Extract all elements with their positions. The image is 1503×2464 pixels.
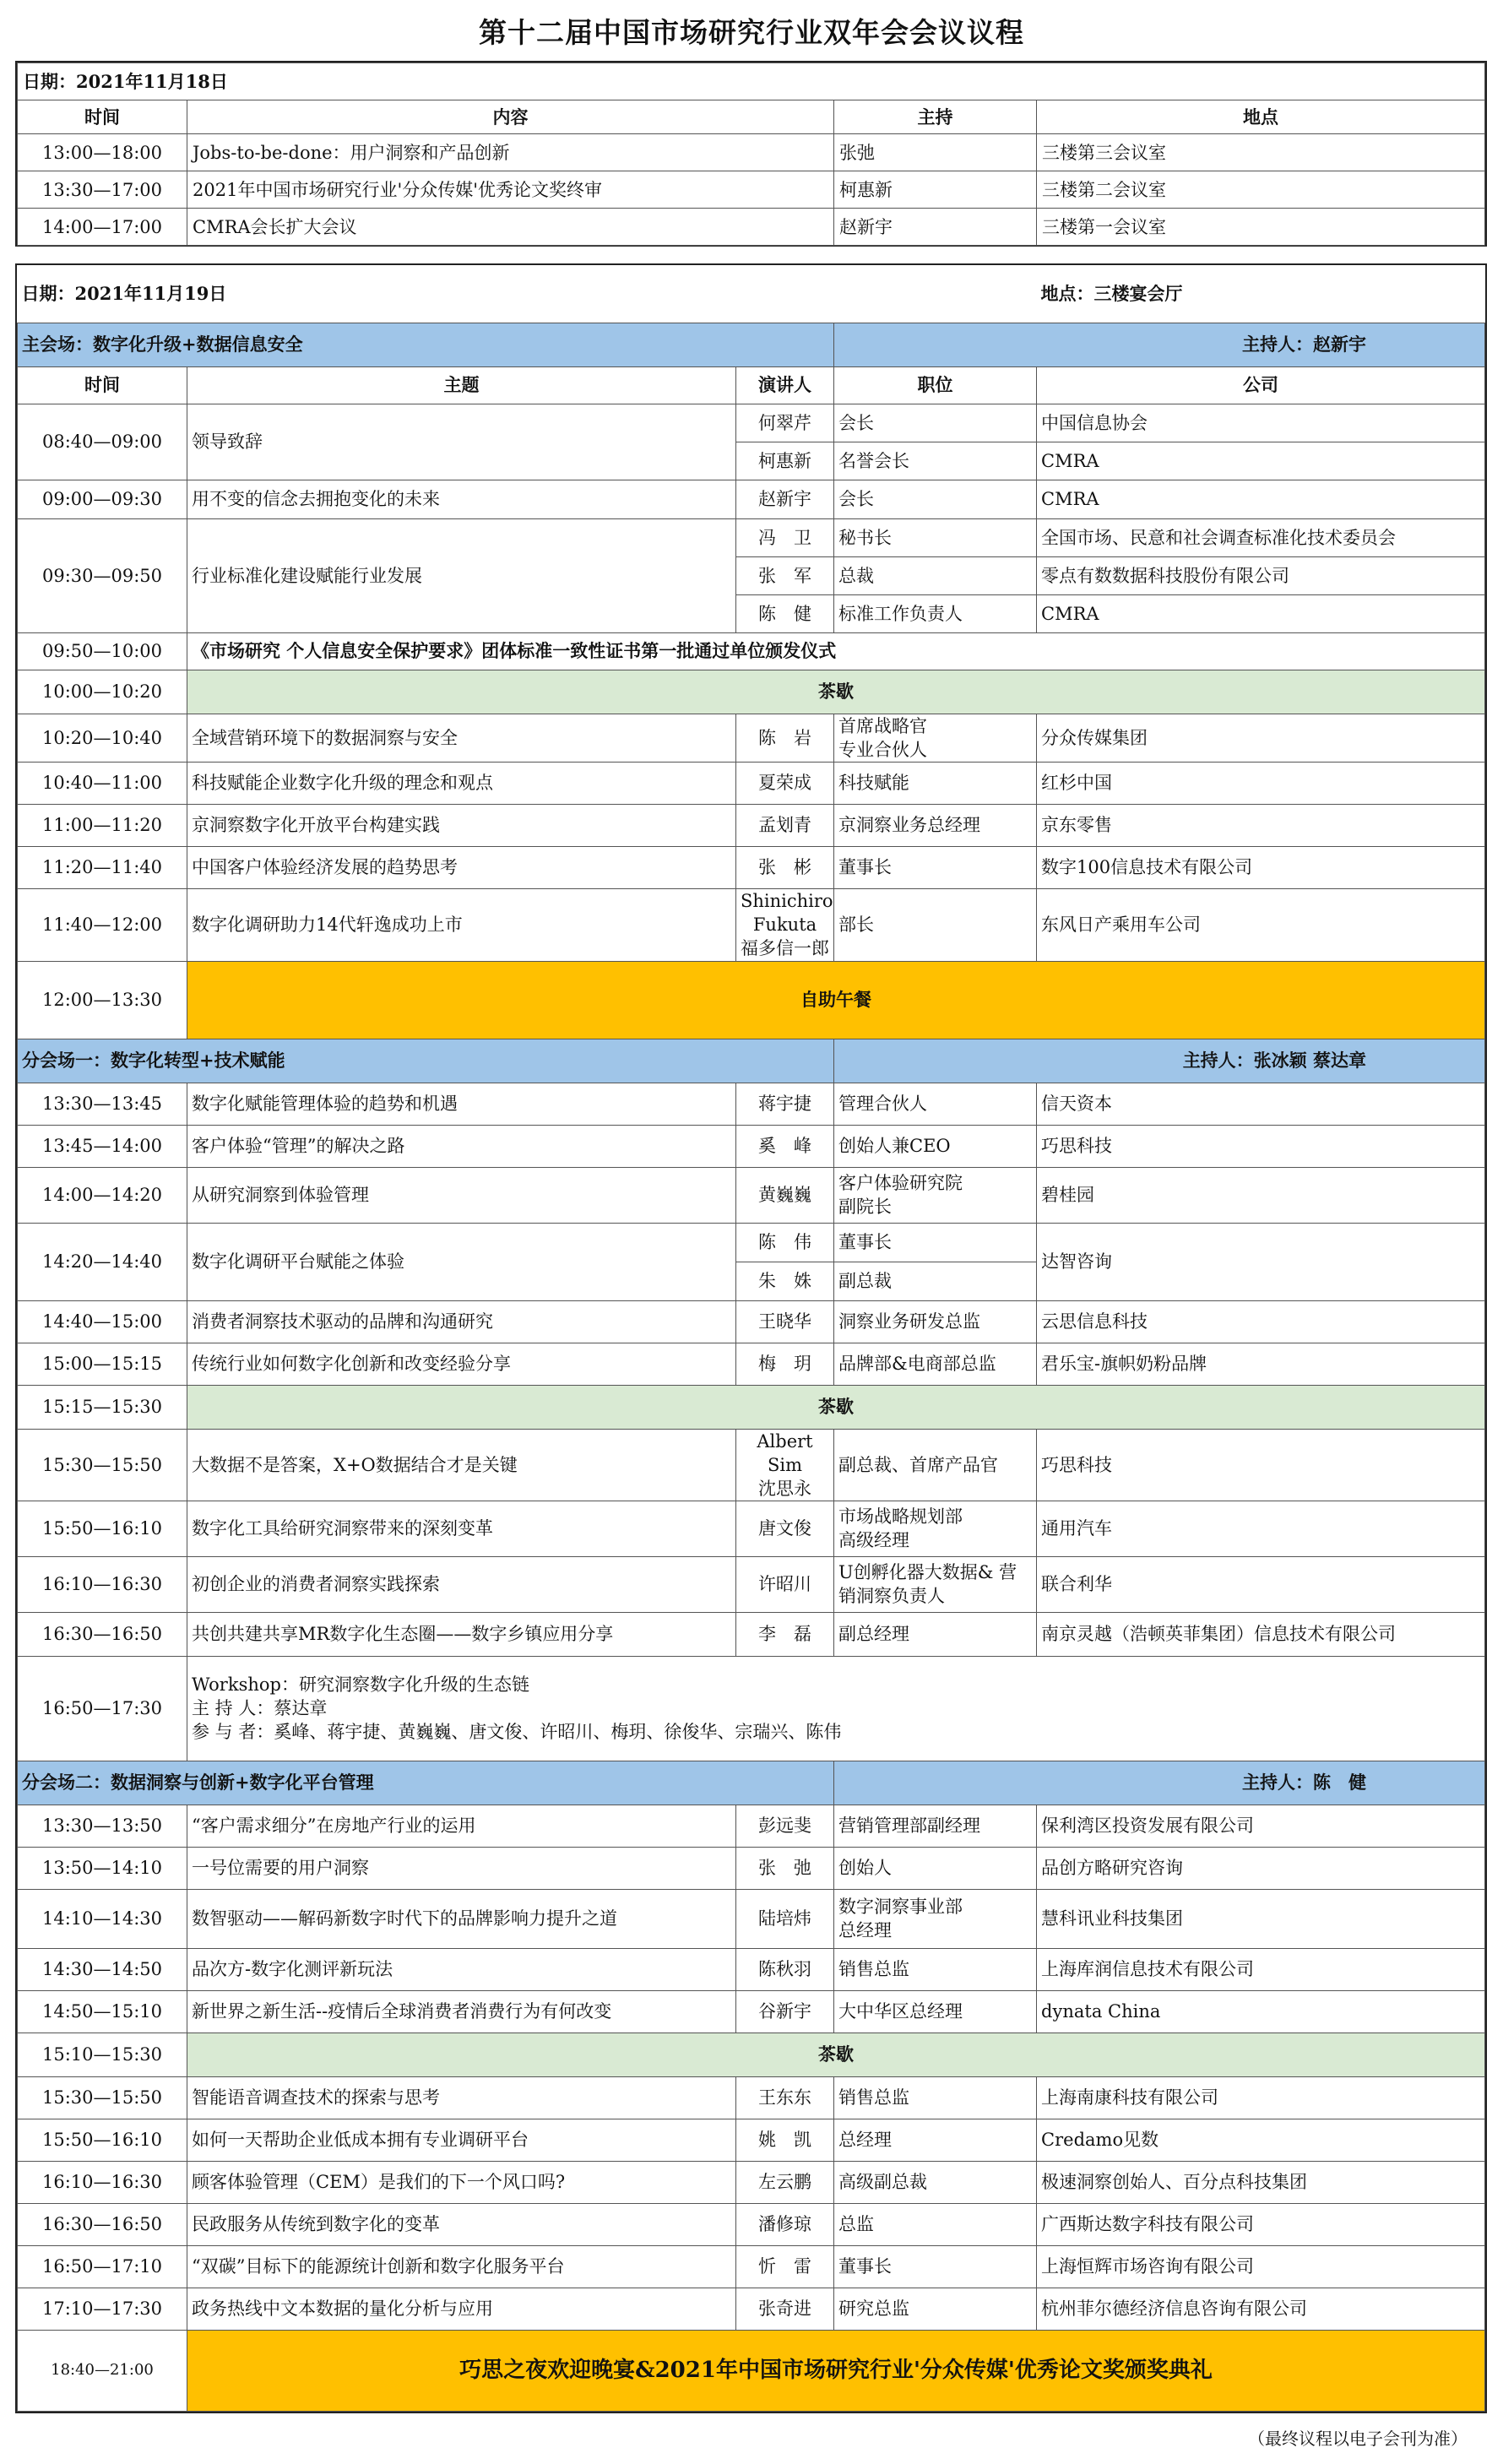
table-row (18, 1343, 1485, 1385)
position-cell: 总监 (834, 2203, 1037, 2245)
table-row (18, 1612, 1485, 1656)
speaker-cell: 许昭川 (736, 1556, 834, 1612)
host-cell: 柯惠新 (834, 171, 1037, 209)
topic-cell: “双碳”目标下的能源统计创新和数字化服务平台 (187, 2245, 736, 2288)
topic-cell: 用不变的信念去拥抱变化的未来 (187, 480, 736, 518)
time-cell: 14:10—14:30 (18, 1889, 187, 1948)
time-cell: 16:30—16:50 (18, 2203, 187, 2245)
table-row (18, 846, 1485, 888)
company-cell: CMRA (1037, 594, 1485, 632)
speaker-cell: 张 弛 (736, 1847, 834, 1889)
time-cell: 13:45—14:00 (18, 1125, 187, 1167)
time-cell: 10:00—10:20 (18, 670, 187, 714)
company-cell: 数字100信息技术有限公司 (1037, 846, 1485, 888)
company-cell: CMRA (1037, 480, 1485, 518)
speaker-cell: 夏荣成 (736, 762, 834, 804)
time-cell: 13:50—14:10 (18, 1847, 187, 1889)
time-cell: 13:00—18:00 (18, 134, 187, 171)
position-cell: 高级副总裁 (834, 2161, 1037, 2203)
company-cell: CMRA (1037, 442, 1485, 480)
table-row (18, 632, 1485, 670)
company-cell: 杭州菲尔德经济信息咨询有限公司 (1037, 2288, 1485, 2330)
speaker-cell: 彭远斐 (736, 1805, 834, 1847)
sub1-session-title: 分会场一：数字化转型+技术赋能 (18, 1039, 834, 1083)
sub1-session-header (18, 1039, 1485, 1083)
table-row (18, 1889, 1485, 1948)
tea-break-label: 茶歇 (187, 2033, 1485, 2076)
table-row (18, 804, 1485, 846)
company-cell: 极速洞察创始人、百分点科技集团 (1037, 2161, 1485, 2203)
company-cell: 中国信息协会 (1037, 404, 1485, 442)
position-cell: 总裁 (834, 556, 1037, 594)
topic-cell: 领导致辞 (187, 404, 736, 480)
company-cell: 保利湾区投资发展有限公司 (1037, 1805, 1485, 1847)
time-cell: 13:30—13:45 (18, 1083, 187, 1125)
position-cell: 创始人兼CEO (834, 1125, 1037, 1167)
table-row (18, 1429, 1485, 1501)
dinner-label: 巧思之夜欢迎晚宴&2021年中国市场研究行业'分众传媒'优秀论文奖颁奖典礼 (187, 2330, 1485, 2411)
speaker-cell: 冯 卫 (736, 518, 834, 556)
table-row (18, 2119, 1485, 2161)
company-cell: 上海南康科技有限公司 (1037, 2076, 1485, 2119)
lunch-label: 自助午餐 (187, 961, 1485, 1039)
time-cell: 11:20—11:40 (18, 846, 187, 888)
speaker-cell: Shinichiro Fukuta 福多信一郎 (736, 888, 834, 961)
time-cell: 18:40—21:00 (18, 2330, 187, 2411)
time-cell: 15:15—15:30 (18, 1385, 187, 1429)
table-row (18, 2203, 1485, 2245)
time-cell: 10:20—10:40 (18, 714, 187, 762)
company-cell: 云思信息科技 (1037, 1300, 1485, 1343)
col-header: 职位 (834, 366, 1037, 404)
table-row (18, 1125, 1485, 1167)
col-header: 内容 (187, 100, 834, 134)
time-cell: 14:50—15:10 (18, 1990, 187, 2033)
position-cell: 秘书长 (834, 518, 1037, 556)
time-cell: 17:10—17:30 (18, 2288, 187, 2330)
topic-cell: 民政服务从传统到数字化的变革 (187, 2203, 736, 2245)
page-title: 第十二届中国市场研究行业双年会会议议程 (479, 16, 1024, 49)
company-cell: 全国市场、民意和社会调查标准化技术委员会 (1037, 518, 1485, 556)
time-cell: 16:10—16:30 (18, 2161, 187, 2203)
time-cell: 15:00—15:15 (18, 1343, 187, 1385)
tea-break-row (18, 2033, 1485, 2076)
company-cell: 慧科讯业科技集团 (1037, 1889, 1485, 1948)
company-cell: 上海库润信息技术有限公司 (1037, 1948, 1485, 1990)
main-session-title: 主会场：数字化升级+数据信息安全 (18, 323, 834, 366)
table-row (18, 518, 1485, 556)
location-cell: 三楼第三会议室 (1037, 134, 1485, 171)
table-row (18, 480, 1485, 518)
table-row (18, 209, 1485, 246)
sub1-session-host: 主持人：张冰颖 蔡达章 (834, 1039, 1485, 1083)
main-session-host: 主持人：赵新宇 (834, 323, 1485, 366)
topic-cell: 一号位需要的用户洞察 (187, 1847, 736, 1889)
speaker-cell: 姚 凯 (736, 2119, 834, 2161)
time-cell: 16:30—16:50 (18, 1612, 187, 1656)
content-cell: CMRA会长扩大会议 (187, 209, 834, 246)
speaker-cell: 朱 姝 (736, 1262, 834, 1300)
main-session-header (18, 323, 1485, 366)
table-row (18, 1501, 1485, 1556)
topic-cell: 从研究洞察到体验管理 (187, 1167, 736, 1223)
position-cell: 副总裁、首席产品官 (834, 1429, 1037, 1501)
content-cell: 2021年中国市场研究行业'分众传媒'优秀论文奖终审 (187, 171, 834, 209)
table-row (18, 2161, 1485, 2203)
day2-header-row (18, 366, 1485, 404)
speaker-cell: 蒋宇捷 (736, 1083, 834, 1125)
workshop-host: 主 持 人：蔡达章 (192, 1698, 328, 1719)
speaker-cell: 张 军 (736, 556, 834, 594)
tea-break-label: 茶歇 (187, 1385, 1485, 1429)
table-row (18, 171, 1485, 209)
time-cell: 15:30—15:50 (18, 1429, 187, 1501)
speaker-cell: 王东东 (736, 2076, 834, 2119)
speaker-cell: 谷新宇 (736, 1990, 834, 2033)
topic-cell: 如何一天帮助企业低成本拥有专业调研平台 (187, 2119, 736, 2161)
topic-cell: 数字化工具给研究洞察带来的深刻变革 (187, 1501, 736, 1556)
position-cell: 客户体验研究院 副院长 (834, 1167, 1037, 1223)
position-cell: 洞察业务研发总监 (834, 1300, 1037, 1343)
time-cell: 12:00—13:30 (18, 961, 187, 1039)
position-cell: 会长 (834, 480, 1037, 518)
speaker-cell: 王晓华 (736, 1300, 834, 1343)
position-cell: 董事长 (834, 1223, 1037, 1262)
speaker-cell: 黄巍巍 (736, 1167, 834, 1223)
ceremony-cell: 《市场研究 个人信息安全保护要求》团体标准一致性证书第一批通过单位颁发仪式 (187, 632, 1485, 670)
topic-cell: 共创共建共享MR数字化生态圈——数字乡镇应用分享 (187, 1612, 736, 1656)
time-cell: 09:50—10:00 (18, 632, 187, 670)
topic-cell: 大数据不是答案，X+O数据结合才是关键 (187, 1429, 736, 1501)
speaker-cell: 李 磊 (736, 1612, 834, 1656)
sub2-session-host: 主持人：陈 健 (834, 1761, 1485, 1805)
tea-break-row (18, 670, 1485, 714)
tea-break-label: 茶歇 (187, 670, 1485, 714)
position-cell: 营销管理部副经理 (834, 1805, 1037, 1847)
host-cell: 赵新宇 (834, 209, 1037, 246)
table-row (18, 1167, 1485, 1223)
speaker-cell: 张奇进 (736, 2288, 834, 2330)
company-cell: 京东零售 (1037, 804, 1485, 846)
topic-cell: “客户需求细分”在房地产行业的运用 (187, 1805, 736, 1847)
speaker-cell: 潘修琼 (736, 2203, 834, 2245)
speaker-cell: 陈 健 (736, 594, 834, 632)
table-row (18, 1805, 1485, 1847)
position-cell: 董事长 (834, 846, 1037, 888)
company-cell: 红杉中国 (1037, 762, 1485, 804)
position-cell: 部长 (834, 888, 1037, 961)
time-cell: 10:40—11:00 (18, 762, 187, 804)
table-row (18, 1948, 1485, 1990)
position-cell: 管理合伙人 (834, 1083, 1037, 1125)
time-cell: 09:30—09:50 (18, 518, 187, 632)
speaker-cell: 陈秋羽 (736, 1948, 834, 1990)
topic-cell: 智能语音调查技术的探索与思考 (187, 2076, 736, 2119)
position-cell: 创始人 (834, 1847, 1037, 1889)
day2-table (15, 263, 1487, 2413)
topic-cell: 科技赋能企业数字化升级的理念和观点 (187, 762, 736, 804)
position-cell: 销售总监 (834, 1948, 1037, 1990)
day1-header-row (18, 100, 1485, 134)
speaker-cell: 张 彬 (736, 846, 834, 888)
speaker-cell: 孟划青 (736, 804, 834, 846)
day2-date: 日期：2021年11月19日 (21, 282, 227, 304)
topic-cell: 数字化赋能管理体验的趋势和机遇 (187, 1083, 736, 1125)
company-cell: 碧桂园 (1037, 1167, 1485, 1223)
footnote: （最终议程以电子会刊为准） (1248, 2429, 1468, 2449)
topic-cell: 中国客户体验经济发展的趋势思考 (187, 846, 736, 888)
speaker-cell: Albert Sim 沈思永 (736, 1429, 834, 1501)
company-cell: 分众传媒集团 (1037, 714, 1485, 762)
time-cell: 16:50—17:30 (18, 1656, 187, 1761)
table-row (18, 1083, 1485, 1125)
time-cell: 15:50—16:10 (18, 1501, 187, 1556)
workshop-cell (187, 1656, 1485, 1761)
content-cell: Jobs-to-be-done：用户洞察和产品创新 (187, 134, 834, 171)
time-cell: 15:50—16:10 (18, 2119, 187, 2161)
day2-venue: 地点：三楼宴会厅 (1040, 282, 1183, 304)
col-header: 主题 (187, 366, 736, 404)
position-cell: 销售总监 (834, 2076, 1037, 2119)
workshop-title: Workshop：研究洞察数字化升级的生态链 (192, 1674, 529, 1696)
col-header: 地点 (1037, 100, 1485, 134)
time-cell: 16:50—17:10 (18, 2245, 187, 2288)
topic-cell: 京洞察数字化开放平台构建实践 (187, 804, 736, 846)
workshop-participants: 参 与 者：奚峰、蒋宇捷、黄巍巍、唐文俊、许昭川、梅玥、徐俊华、宗瑞兴、陈伟 (192, 1722, 842, 1743)
time-cell: 14:30—14:50 (18, 1948, 187, 1990)
topic-cell: 消费者洞察技术驱动的品牌和沟通研究 (187, 1300, 736, 1343)
dinner-row (18, 2330, 1485, 2411)
table-row (18, 1300, 1485, 1343)
time-cell: 14:00—17:00 (18, 209, 187, 246)
time-cell: 14:20—14:40 (18, 1223, 187, 1300)
speaker-cell: 左云鹏 (736, 2161, 834, 2203)
company-cell: 品创方略研究咨询 (1037, 1847, 1485, 1889)
position-cell: 数字洞察事业部 总经理 (834, 1889, 1037, 1948)
topic-cell: 新世界之新生活--疫情后全球消费者消费行为有何改变 (187, 1990, 736, 2033)
position-cell: U创孵化器大数据& 营 销洞察负责人 (834, 1556, 1037, 1612)
time-cell: 09:00—09:30 (18, 480, 187, 518)
company-cell: 君乐宝-旗帜奶粉品牌 (1037, 1343, 1485, 1385)
position-cell: 研究总监 (834, 2288, 1037, 2330)
col-header: 时间 (18, 100, 187, 134)
company-cell: 信天资本 (1037, 1083, 1485, 1125)
company-cell: 联合利华 (1037, 1556, 1485, 1612)
table-row (18, 762, 1485, 804)
company-cell: dynata China (1037, 1990, 1485, 2033)
speaker-cell: 柯惠新 (736, 442, 834, 480)
position-cell: 大中华区总经理 (834, 1990, 1037, 2033)
position-cell: 市场战略规划部 高级经理 (834, 1501, 1037, 1556)
position-cell: 标准工作负责人 (834, 594, 1037, 632)
table-row (18, 888, 1485, 961)
host-cell: 张弛 (834, 134, 1037, 171)
topic-cell: 客户体验“管理”的解决之路 (187, 1125, 736, 1167)
table-row (18, 2076, 1485, 2119)
topic-cell: 传统行业如何数字化创新和改变经验分享 (187, 1343, 736, 1385)
table-row (18, 2288, 1485, 2330)
day1-date: 日期：2021年11月18日 (18, 63, 1485, 100)
topic-cell: 数智驱动——解码新数字时代下的品牌影响力提升之道 (187, 1889, 736, 1948)
table-row (18, 1223, 1485, 1262)
time-cell: 11:00—11:20 (18, 804, 187, 846)
speaker-cell: 何翠芹 (736, 404, 834, 442)
topic-cell: 初创企业的消费者洞察实践探索 (187, 1556, 736, 1612)
col-header: 主持 (834, 100, 1037, 134)
col-header: 时间 (18, 366, 187, 404)
sub2-session-header (18, 1761, 1485, 1805)
topic-cell: 数字化调研助力14代轩逸成功上市 (187, 888, 736, 961)
table-row (18, 1990, 1485, 2033)
speaker-cell: 赵新宇 (736, 480, 834, 518)
tea-break-row (18, 1385, 1485, 1429)
position-cell: 会长 (834, 404, 1037, 442)
position-cell: 副总经理 (834, 1612, 1037, 1656)
table-row (18, 1556, 1485, 1612)
topic-cell: 顾客体验管理（CEM）是我们的下一个风口吗? (187, 2161, 736, 2203)
company-cell: 广西斯达数字科技有限公司 (1037, 2203, 1485, 2245)
day1-table (15, 61, 1487, 247)
company-cell: 巧思科技 (1037, 1429, 1485, 1501)
table-row (18, 2245, 1485, 2288)
company-cell: 南京灵越（浩顿英菲集团）信息技术有限公司 (1037, 1612, 1485, 1656)
sub2-session-title: 分会场二：数据洞察与创新+数字化平台管理 (18, 1761, 834, 1805)
lunch-row (18, 961, 1485, 1039)
speaker-cell: 唐文俊 (736, 1501, 834, 1556)
position-cell: 名誉会长 (834, 442, 1037, 480)
time-cell: 15:30—15:50 (18, 2076, 187, 2119)
time-cell: 08:40—09:00 (18, 404, 187, 480)
company-cell: 巧思科技 (1037, 1125, 1485, 1167)
company-cell: 东风日产乘用车公司 (1037, 888, 1485, 961)
position-cell: 总经理 (834, 2119, 1037, 2161)
company-cell: 通用汽车 (1037, 1501, 1485, 1556)
topic-cell: 全域营销环境下的数据洞察与安全 (187, 714, 736, 762)
company-cell: 零点有数数据科技股份有限公司 (1037, 556, 1485, 594)
table-row (18, 404, 1485, 442)
company-cell: 上海恒辉市场咨询有限公司 (1037, 2245, 1485, 2288)
table-row (18, 714, 1485, 762)
time-cell: 14:00—14:20 (18, 1167, 187, 1223)
position-cell: 品牌部&电商部总监 (834, 1343, 1037, 1385)
position-cell: 科技赋能 (834, 762, 1037, 804)
location-cell: 三楼第一会议室 (1037, 209, 1485, 246)
time-cell: 15:10—15:30 (18, 2033, 187, 2076)
speaker-cell: 陈 岩 (736, 714, 834, 762)
company-cell: 达智咨询 (1037, 1223, 1485, 1300)
speaker-cell: 陈 伟 (736, 1223, 834, 1262)
time-cell: 14:40—15:00 (18, 1300, 187, 1343)
company-cell: Credamo见数 (1037, 2119, 1485, 2161)
topic-cell: 数字化调研平台赋能之体验 (187, 1223, 736, 1300)
position-cell: 京洞察业务总经理 (834, 804, 1037, 846)
position-cell: 董事长 (834, 2245, 1037, 2288)
time-cell: 13:30—17:00 (18, 171, 187, 209)
topic-cell: 品次方-数字化测评新玩法 (187, 1948, 736, 1990)
col-header: 公司 (1037, 366, 1485, 404)
topic-cell: 行业标准化建设赋能行业发展 (187, 518, 736, 632)
workshop-row (18, 1656, 1485, 1761)
col-header: 演讲人 (736, 366, 834, 404)
table-row (18, 1847, 1485, 1889)
topic-cell: 政务热线中文本数据的量化分析与应用 (187, 2288, 736, 2330)
time-cell: 16:10—16:30 (18, 1556, 187, 1612)
speaker-cell: 梅 玥 (736, 1343, 834, 1385)
time-cell: 11:40—12:00 (18, 888, 187, 961)
location-cell: 三楼第二会议室 (1037, 171, 1485, 209)
speaker-cell: 奚 峰 (736, 1125, 834, 1167)
position-cell: 副总裁 (834, 1262, 1037, 1300)
table-row (18, 134, 1485, 171)
position-cell: 首席战略官 专业合伙人 (834, 714, 1037, 762)
speaker-cell: 陆培炜 (736, 1889, 834, 1948)
time-cell: 13:30—13:50 (18, 1805, 187, 1847)
speaker-cell: 忻 雷 (736, 2245, 834, 2288)
